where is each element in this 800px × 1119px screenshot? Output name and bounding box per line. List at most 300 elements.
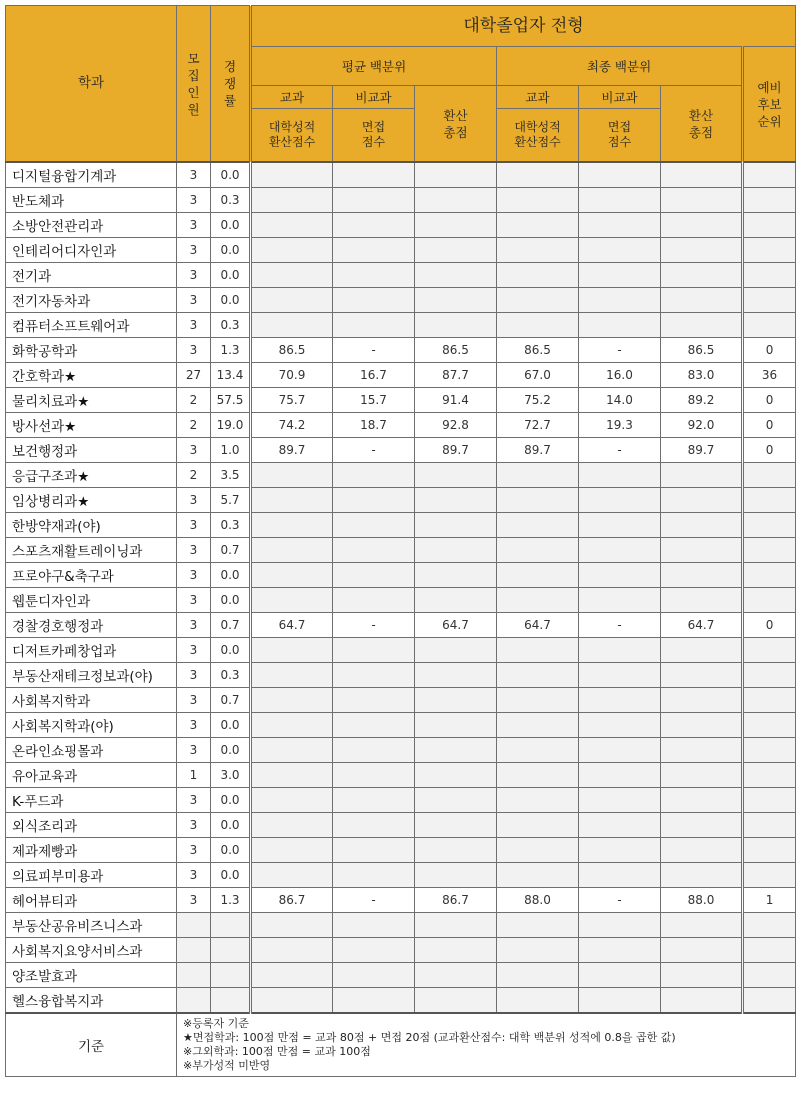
avg-total-cell — [415, 638, 497, 663]
avg-interview-score-cell — [333, 663, 415, 688]
reserve-rank-cell — [743, 763, 796, 788]
avg-univ-score-cell — [251, 213, 333, 238]
final-univ-score-cell: 67.0 — [497, 363, 579, 388]
reserve-header — [743, 47, 796, 163]
avg-interview-score-header-line: 면접 — [361, 120, 386, 134]
competition-rate-cell — [211, 963, 251, 988]
competition-rate-cell: 1.3 — [211, 888, 251, 913]
avg-interview-score-cell — [333, 913, 415, 938]
final-univ-score-cell — [497, 813, 579, 838]
dept-name-cell: 제과제빵과 — [6, 838, 177, 863]
recruit-count-cell: 3 — [177, 788, 211, 813]
final-total-cell — [661, 488, 743, 513]
avg-total-cell — [415, 963, 497, 988]
final-total-header-line: 환산 — [688, 107, 714, 123]
avg-interview-score-cell — [333, 688, 415, 713]
admission-results-table-wrapper — [5, 5, 795, 1077]
reserve-rank-cell — [743, 838, 796, 863]
avg-total-cell — [415, 788, 497, 813]
final-interview-score-cell — [579, 938, 661, 963]
final-interview-score-cell: - — [579, 888, 661, 913]
final-interview-score-cell — [579, 563, 661, 588]
recruit-count-cell — [177, 988, 211, 1014]
avg-univ-score-cell: 86.5 — [251, 338, 333, 363]
final-interview-score-cell — [579, 788, 661, 813]
avg-interview-score-cell — [333, 713, 415, 738]
table-body — [6, 162, 796, 1013]
competition-header — [211, 6, 251, 163]
final-total-cell — [661, 263, 743, 288]
final-total-cell — [661, 213, 743, 238]
recruit-count-cell: 2 — [177, 463, 211, 488]
recruit-count-cell: 1 — [177, 763, 211, 788]
dept-name-cell: 물리치료과★ — [6, 388, 177, 413]
avg-interview-score-cell — [333, 963, 415, 988]
dept-name-cell: 응급구조과★ — [6, 463, 177, 488]
avg-interview-score-cell — [333, 238, 415, 263]
final-univ-score-cell — [497, 863, 579, 888]
final-total-cell — [661, 313, 743, 338]
recruit-count-cell: 3 — [177, 288, 211, 313]
avg-univ-score-cell — [251, 588, 333, 613]
dept-name-cell: 전기자동차과 — [6, 288, 177, 313]
final-interview-score-cell — [579, 638, 661, 663]
final-interview-score-cell — [579, 588, 661, 613]
reserve-rank-cell — [743, 313, 796, 338]
competition-rate-cell: 0.3 — [211, 513, 251, 538]
avg-univ-score-cell — [251, 513, 333, 538]
avg-total-cell — [415, 863, 497, 888]
recruit-count-cell: 3 — [177, 663, 211, 688]
dept-name-cell: 화학공학과 — [6, 338, 177, 363]
final-total-cell: 88.0 — [661, 888, 743, 913]
dept-name-cell: 부동산공유비즈니스과 — [6, 913, 177, 938]
final-total-cell: 92.0 — [661, 413, 743, 438]
reserve-rank-cell — [743, 588, 796, 613]
table-row — [6, 738, 796, 763]
table-row — [6, 863, 796, 888]
avg-total-cell — [415, 588, 497, 613]
dept-name-cell: 양조발효과 — [6, 963, 177, 988]
dept-name-cell: 디지털융합기계과 — [6, 162, 177, 188]
avg-total-cell — [415, 563, 497, 588]
final-univ-score-cell — [497, 963, 579, 988]
avg-interview-score-cell — [333, 763, 415, 788]
table-row — [6, 538, 796, 563]
final-interview-score-cell — [579, 813, 661, 838]
final-total-cell — [661, 688, 743, 713]
avg-interview-score-cell: 15.7 — [333, 388, 415, 413]
table-row — [6, 388, 796, 413]
reserve-rank-cell — [743, 988, 796, 1014]
competition-rate-cell: 0.0 — [211, 638, 251, 663]
avg-univ-score-cell — [251, 313, 333, 338]
competition-rate-cell: 0.0 — [211, 263, 251, 288]
avg-total-cell — [415, 688, 497, 713]
competition-rate-cell: 0.7 — [211, 688, 251, 713]
final-univ-score-cell — [497, 288, 579, 313]
final-total-cell — [661, 463, 743, 488]
reserve-rank-cell — [743, 963, 796, 988]
avg-total-cell — [415, 488, 497, 513]
final-interview-score-cell — [579, 763, 661, 788]
final-univ-score-cell — [497, 663, 579, 688]
avg-univ-score-header — [251, 109, 333, 163]
dept-name-cell: 경찰경호행정과 — [6, 613, 177, 638]
recruit-count-cell: 3 — [177, 588, 211, 613]
avg-total-cell — [415, 238, 497, 263]
recruit-count-cell: 2 — [177, 388, 211, 413]
avg-univ-score-cell — [251, 763, 333, 788]
final-interview-score-cell: 14.0 — [579, 388, 661, 413]
competition-rate-cell: 0.0 — [211, 863, 251, 888]
dept-name-cell: 유아교육과 — [6, 763, 177, 788]
final-total-cell — [661, 863, 743, 888]
final-interview-score-cell: - — [579, 438, 661, 463]
avg-univ-score-cell: 75.7 — [251, 388, 333, 413]
final-total-cell: 89.2 — [661, 388, 743, 413]
final-univ-score-cell — [497, 188, 579, 213]
final-total-cell — [661, 288, 743, 313]
recruit-count-cell: 3 — [177, 188, 211, 213]
reserve-rank-cell: 0 — [743, 413, 796, 438]
avg-total-cell — [415, 663, 497, 688]
recruit-count-cell: 3 — [177, 813, 211, 838]
dept-name-cell: 임상병리과★ — [6, 488, 177, 513]
reserve-rank-cell — [743, 188, 796, 213]
reserve-rank-cell — [743, 663, 796, 688]
dept-name-cell: 한방약재과(야) — [6, 513, 177, 538]
avg-total-cell — [415, 313, 497, 338]
recruit-count-cell: 3 — [177, 563, 211, 588]
final-interview-score-cell — [579, 288, 661, 313]
avg-univ-score-cell — [251, 188, 333, 213]
reserve-rank-cell — [743, 938, 796, 963]
table-row — [6, 888, 796, 913]
avg-total-cell — [415, 838, 497, 863]
final-percentile-header: 최종 백분위 — [497, 47, 743, 86]
avg-total-cell — [415, 913, 497, 938]
final-total-cell — [661, 963, 743, 988]
final-total-cell — [661, 238, 743, 263]
reserve-rank-cell — [743, 162, 796, 188]
avg-univ-score-cell — [251, 788, 333, 813]
recruit-count-cell: 3 — [177, 213, 211, 238]
recruit-count-cell — [177, 913, 211, 938]
avg-univ-score-cell — [251, 263, 333, 288]
dept-name-cell: 부동산재테크정보과(야) — [6, 663, 177, 688]
avg-total-cell: 91.4 — [415, 388, 497, 413]
avg-univ-score-cell: 70.9 — [251, 363, 333, 388]
dept-name-cell: 온라인쇼핑몰과 — [6, 738, 177, 763]
avg-total-cell — [415, 738, 497, 763]
avg-total-cell: 64.7 — [415, 613, 497, 638]
competition-rate-cell — [211, 938, 251, 963]
avg-total-cell — [415, 938, 497, 963]
avg-univ-score-cell — [251, 813, 333, 838]
final-total-header — [661, 86, 743, 163]
competition-rate-cell: 0.0 — [211, 713, 251, 738]
table-row — [6, 438, 796, 463]
competition-rate-cell: 5.7 — [211, 488, 251, 513]
avg-interview-score-cell: - — [333, 888, 415, 913]
avg-interview-score-cell — [333, 863, 415, 888]
final-univ-score-cell — [497, 688, 579, 713]
final-interview-score-cell — [579, 838, 661, 863]
reserve-rank-cell: 0 — [743, 338, 796, 363]
competition-rate-cell: 0.0 — [211, 813, 251, 838]
avg-non-subject-header: 비교과 — [333, 86, 415, 109]
recruit-count-cell: 3 — [177, 838, 211, 863]
recruit-count-cell: 3 — [177, 488, 211, 513]
table-row — [6, 162, 796, 188]
final-interview-score-header — [579, 109, 661, 163]
table-row — [6, 813, 796, 838]
competition-rate-cell: 0.0 — [211, 588, 251, 613]
dept-name-cell: 스포츠재활트레이닝과 — [6, 538, 177, 563]
competition-rate-cell: 0.0 — [211, 288, 251, 313]
final-total-cell — [661, 738, 743, 763]
final-interview-score-cell: - — [579, 613, 661, 638]
table-row — [6, 938, 796, 963]
final-total-cell — [661, 162, 743, 188]
dept-name-cell: 간호학과★ — [6, 363, 177, 388]
recruit-count-cell: 3 — [177, 263, 211, 288]
table-row — [6, 238, 796, 263]
final-total-cell — [661, 513, 743, 538]
reserve-header-line: 예비 — [757, 79, 782, 95]
dept-name-cell: 소방안전관리과 — [6, 213, 177, 238]
table-row — [6, 838, 796, 863]
table-row — [6, 988, 796, 1014]
avg-univ-score-cell — [251, 688, 333, 713]
avg-total-cell — [415, 188, 497, 213]
final-univ-score-cell — [497, 263, 579, 288]
avg-interview-score-cell — [333, 513, 415, 538]
table-row — [6, 713, 796, 738]
competition-rate-cell: 3.0 — [211, 763, 251, 788]
avg-univ-score-cell — [251, 638, 333, 663]
avg-interview-score-cell — [333, 263, 415, 288]
dept-name-cell: 디저트카페창업과 — [6, 638, 177, 663]
table-row — [6, 363, 796, 388]
avg-univ-score-header-line: 환산점수 — [268, 135, 316, 149]
competition-rate-cell: 1.0 — [211, 438, 251, 463]
competition-rate-cell — [211, 988, 251, 1014]
recruit-count-cell: 3 — [177, 438, 211, 463]
competition-rate-cell: 0.0 — [211, 563, 251, 588]
final-total-cell — [661, 913, 743, 938]
avg-univ-score-cell — [251, 488, 333, 513]
reserve-rank-cell — [743, 638, 796, 663]
avg-interview-score-cell — [333, 588, 415, 613]
reserve-rank-cell — [743, 913, 796, 938]
avg-interview-score-cell — [333, 738, 415, 763]
final-interview-score-cell — [579, 162, 661, 188]
avg-total-cell: 87.7 — [415, 363, 497, 388]
final-univ-score-header-line: 대학성적 — [514, 120, 561, 134]
avg-interview-score-cell — [333, 988, 415, 1014]
recruit-count-cell: 3 — [177, 638, 211, 663]
final-univ-score-cell — [497, 238, 579, 263]
table-row — [6, 288, 796, 313]
table-row — [6, 213, 796, 238]
table-row — [6, 513, 796, 538]
avg-interview-score-cell — [333, 213, 415, 238]
final-interview-score-cell — [579, 538, 661, 563]
dept-header: 학과 — [6, 6, 177, 163]
final-univ-score-cell: 89.7 — [497, 438, 579, 463]
reserve-rank-cell — [743, 863, 796, 888]
reserve-rank-cell — [743, 688, 796, 713]
final-univ-score-cell — [497, 463, 579, 488]
recruit-count-cell — [177, 938, 211, 963]
competition-rate-cell: 0.3 — [211, 663, 251, 688]
final-interview-score-cell: - — [579, 338, 661, 363]
final-univ-score-cell — [497, 763, 579, 788]
final-total-cell: 64.7 — [661, 613, 743, 638]
recruit-count-cell: 3 — [177, 688, 211, 713]
reserve-rank-cell — [743, 263, 796, 288]
final-interview-score-cell — [579, 513, 661, 538]
final-total-cell — [661, 788, 743, 813]
final-univ-score-cell — [497, 313, 579, 338]
avg-univ-score-cell — [251, 963, 333, 988]
final-univ-score-cell — [497, 563, 579, 588]
final-univ-score-cell — [497, 913, 579, 938]
final-total-cell — [661, 813, 743, 838]
final-interview-score-cell — [579, 713, 661, 738]
competition-header-char: 률 — [223, 93, 237, 108]
avg-total-cell — [415, 813, 497, 838]
final-univ-score-cell: 86.5 — [497, 338, 579, 363]
main-title: 대학졸업자 전형 — [251, 6, 796, 47]
reserve-rank-cell — [743, 813, 796, 838]
avg-total-cell — [415, 463, 497, 488]
avg-total-cell — [415, 538, 497, 563]
dept-name-cell: 컴퓨터소프트웨어과 — [6, 313, 177, 338]
table-row — [6, 963, 796, 988]
avg-total-cell: 89.7 — [415, 438, 497, 463]
final-interview-score-cell — [579, 963, 661, 988]
reserve-rank-cell — [743, 238, 796, 263]
final-non-subject-header: 비교과 — [579, 86, 661, 109]
avg-univ-score-cell — [251, 563, 333, 588]
avg-total-cell — [415, 263, 497, 288]
dept-name-cell: 헤어뷰티과 — [6, 888, 177, 913]
avg-percentile-header: 평균 백분위 — [251, 47, 497, 86]
dept-name-cell: 전기과 — [6, 263, 177, 288]
dept-name-cell: 사회복지요양서비스과 — [6, 938, 177, 963]
reserve-rank-cell — [743, 563, 796, 588]
reserve-rank-cell — [743, 463, 796, 488]
table-row — [6, 488, 796, 513]
final-univ-score-cell — [497, 513, 579, 538]
final-interview-score-header-line: 점수 — [607, 135, 632, 149]
final-total-cell — [661, 538, 743, 563]
competition-rate-cell: 0.0 — [211, 788, 251, 813]
avg-interview-score-cell: 18.7 — [333, 413, 415, 438]
competition-rate-cell: 0.3 — [211, 188, 251, 213]
competition-rate-cell: 0.0 — [211, 838, 251, 863]
recruit-count-cell — [177, 963, 211, 988]
avg-interview-score-cell — [333, 838, 415, 863]
dept-name-cell: 사회복지학과 — [6, 688, 177, 713]
avg-univ-score-cell: 89.7 — [251, 438, 333, 463]
final-interview-score-cell — [579, 663, 661, 688]
avg-interview-score-header — [333, 109, 415, 163]
competition-rate-cell: 1.3 — [211, 338, 251, 363]
recruit-count-cell: 3 — [177, 313, 211, 338]
final-total-cell — [661, 988, 743, 1014]
avg-univ-score-cell — [251, 988, 333, 1014]
table-row — [6, 563, 796, 588]
avg-total-cell — [415, 763, 497, 788]
avg-interview-score-cell — [333, 313, 415, 338]
final-interview-score-cell — [579, 213, 661, 238]
avg-interview-score-cell — [333, 638, 415, 663]
competition-rate-cell: 0.7 — [211, 538, 251, 563]
recruit-count-cell: 3 — [177, 713, 211, 738]
final-total-cell — [661, 713, 743, 738]
final-total-cell — [661, 188, 743, 213]
final-interview-score-cell — [579, 488, 661, 513]
final-univ-score-cell — [497, 838, 579, 863]
dept-name-cell: 헬스융합복지과 — [6, 988, 177, 1014]
table-row — [6, 663, 796, 688]
table-row — [6, 413, 796, 438]
avg-univ-score-cell: 74.2 — [251, 413, 333, 438]
final-total-cell — [661, 563, 743, 588]
avg-total-cell — [415, 162, 497, 188]
avg-interview-score-cell — [333, 813, 415, 838]
final-total-cell: 83.0 — [661, 363, 743, 388]
recruit-count-cell: 27 — [177, 363, 211, 388]
competition-rate-cell: 0.0 — [211, 213, 251, 238]
final-total-cell — [661, 638, 743, 663]
competition-rate-cell — [211, 913, 251, 938]
competition-header-char: 경 — [223, 59, 237, 74]
avg-univ-score-cell — [251, 913, 333, 938]
reserve-rank-cell — [743, 288, 796, 313]
avg-interview-score-cell — [333, 188, 415, 213]
avg-univ-score-cell — [251, 162, 333, 188]
avg-univ-score-cell — [251, 288, 333, 313]
avg-interview-score-cell: - — [333, 338, 415, 363]
dept-name-cell: 방사선과★ — [6, 413, 177, 438]
final-total-cell — [661, 763, 743, 788]
table-row — [6, 913, 796, 938]
recruit-count-cell: 3 — [177, 863, 211, 888]
final-univ-score-cell — [497, 638, 579, 663]
final-interview-score-header-line: 면접 — [607, 120, 632, 134]
table-row — [6, 638, 796, 663]
avg-total-cell — [415, 713, 497, 738]
final-interview-score-cell: 19.3 — [579, 413, 661, 438]
recruit-count-cell: 3 — [177, 238, 211, 263]
final-interview-score-cell — [579, 688, 661, 713]
avg-total-cell — [415, 288, 497, 313]
table-footer — [6, 1013, 796, 1077]
avg-total-header — [415, 86, 497, 163]
dept-name-cell: 반도체과 — [6, 188, 177, 213]
reserve-rank-cell — [743, 213, 796, 238]
criteria-label: 기준 — [6, 1013, 177, 1077]
avg-total-cell — [415, 513, 497, 538]
reserve-rank-cell — [743, 538, 796, 563]
final-total-cell — [661, 663, 743, 688]
table-row — [6, 613, 796, 638]
